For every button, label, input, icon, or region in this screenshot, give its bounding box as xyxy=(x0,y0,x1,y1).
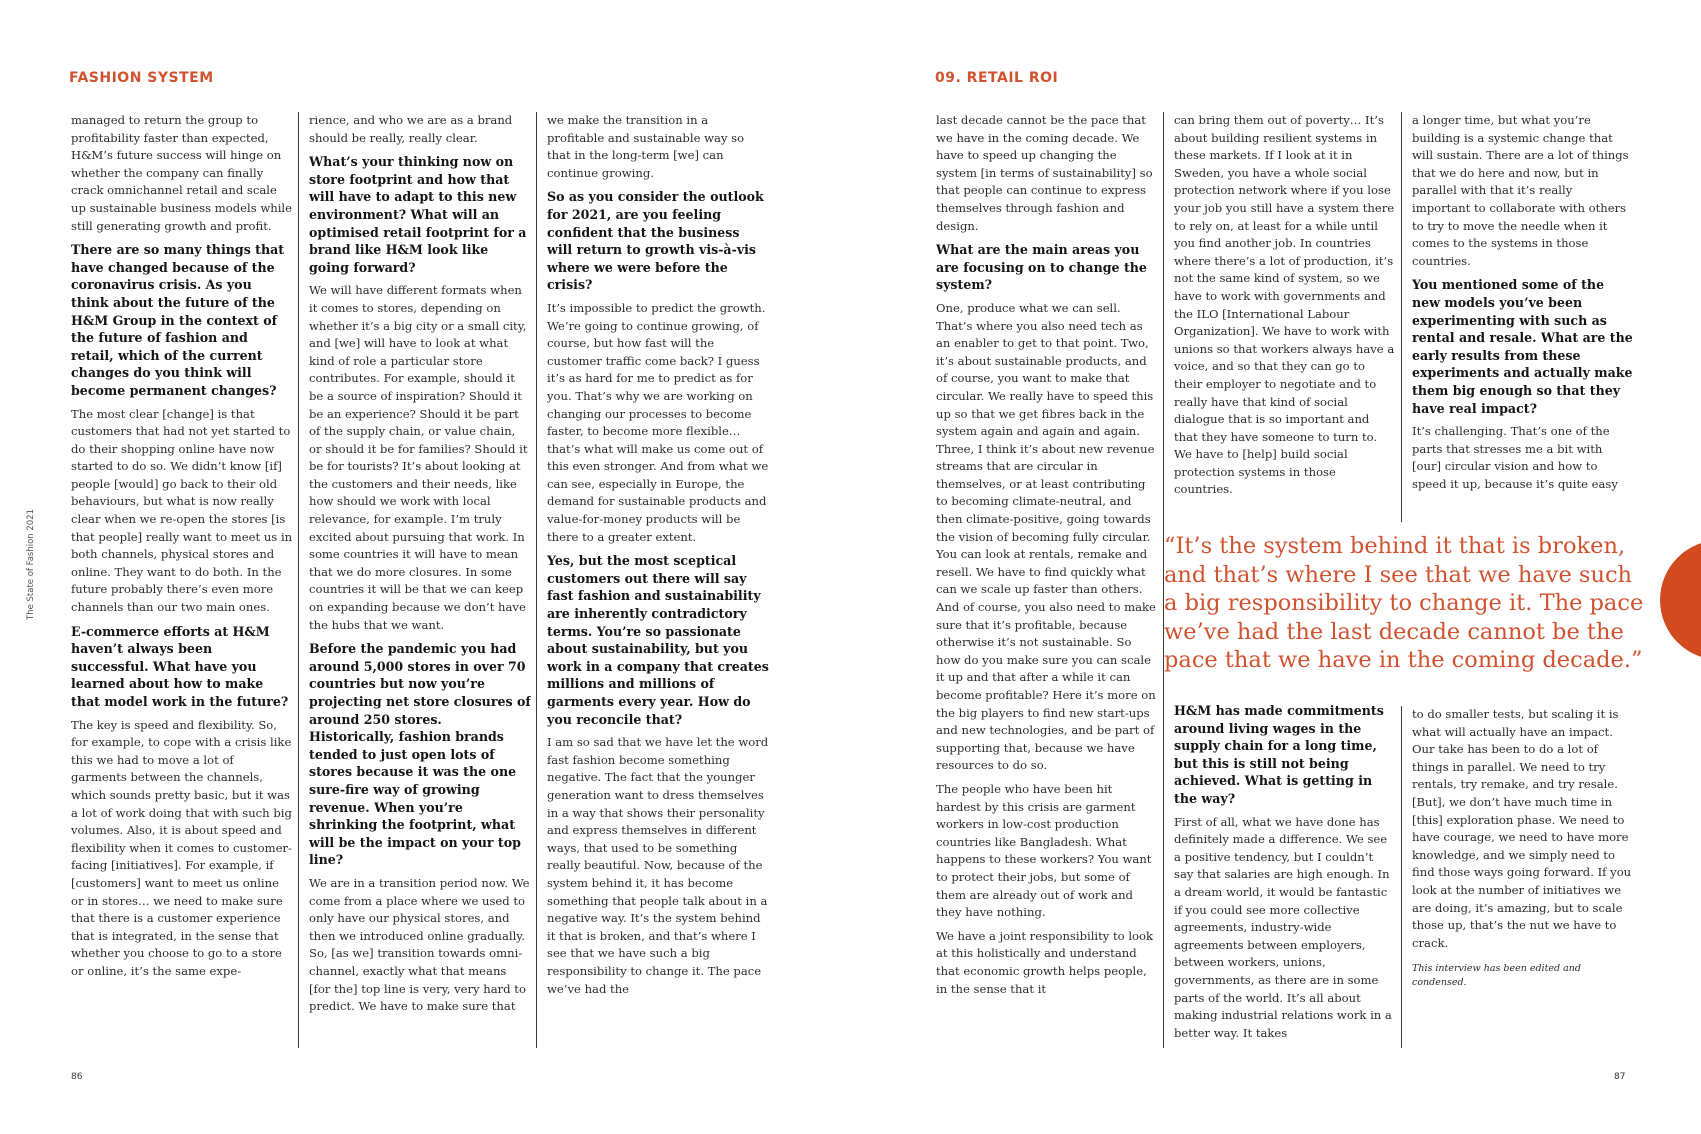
column-divider xyxy=(536,112,537,1048)
column-divider xyxy=(298,112,299,1048)
interview-answer: a longer time, but what you’re building is a systemic change that will sustain. There are a lot of things that we do here and now, but in parallel with that it’s really important to collaborate with others to try to move the needle when it comes to the systems in those countries. xyxy=(1412,113,1629,268)
interview-answer: The key is speed and flexibility. So, for example, to cope with a crisis like this we had to move a lot of garments between the channels, which sounds pretty basic, but it was a lot of work doing that with such big volumes. Also, it is about speed and flexibility when it comes to customer-facing [initiatives]. For example, if [customers] want to meet us online or in stores… we need to make sure that there is a customer experience that is integrated, in the sense that whether you choose to go to a store or online, it’s the same expe- xyxy=(71,717,292,978)
interview-answer: It’s challenging. That’s one of the parts that stresses me a bit with [our] circular vision and how to speed it up, because it’s quite easy xyxy=(1412,424,1618,491)
interview-answer: I am so sad that we have let the word fast fashion become something negative. The fact that the younger generation want to dress themselves in a way that shows their personality and express themselves in different ways, that used to be something really beautiful. Now, because of the system behind it, it has become something that people talk about in a negative way. It’s the system behind it that is broken, and that’s where I see that we have such a big responsibility to change it. The pace we’ve had the xyxy=(547,735,769,996)
interview-answer: It’s impossible to predict the growth. We’re going to continue growing, of course, but how fast will the customer traffic come back? I guess it’s as hard for me to predict as for you. That’s why we are working on changing our processes to become faster, to become more flexible… that’s what will make us come out of this even stronger. And from what we can see, especially in Europe, the demand for sustainable products and value-for-money products will be there to a greater extent. xyxy=(547,300,769,544)
right-page-header: 09. RETAIL ROI xyxy=(935,70,1059,86)
pull-quote: “It’s the system behind it that is broken, and that’s where I see that we have such a big responsibility to change it. The pace we’ve had the last decade cannot be the pace that we have in the coming decade.” xyxy=(1164,533,1644,674)
interview-answer: to do smaller tests, but scaling it is what will actually have an impact. Our take has been to do a lot of things in parallel. We need to try rentals, try remake, and try resale. [But], we don’t have much time in [this] exploration phase. We need to have courage, we need to have more knowledge, and we simply need to find those ways going forward. If you look at the number of initiatives we are doing, it’s amazing, but to scale those up, that’s the nut we have to crack. xyxy=(1412,707,1632,950)
interview-question: What are the main areas you are focusing on to change the system? xyxy=(936,242,1147,293)
interview-question: E-commerce efforts at H&M haven’t always been successful. What have you learned about how to make that model work in the future? xyxy=(71,623,289,709)
interview-answer: The people who have been hit hardest by this crisis are garment workers in low-cost production countries like Bangladesh. What happens to these workers? You want to protect their jobs, but some of them are already out of work and they have nothing. xyxy=(936,781,1152,920)
interview-answer: First of all, what we have done has definitely made a difference. We see a positive tendency, but I couldn’t say that salaries are high enough. In a dream world, it would be fantastic if you could see more collective agreements, industry-wide agreements between employers, between workers, unions, governments, as there are in some parts of the world. It’s all about making industrial relations work in a better way. It takes xyxy=(1174,814,1392,1040)
interview-question: There are so many things that have changed because of the coronavirus crisis. As you think about the future of the H&M Group in the context of the future of fashion and retail, which of the current changes do you think will become permanent changes? xyxy=(71,242,285,398)
interview-question: H&M has made commitments around living wages in the supply chain for a long time, but this is still not being achieved. What is getting in the way? xyxy=(1174,703,1384,806)
interview-answer: we make the transition in a profitable and sustainable way so that in the long-term [we] can continue growing. xyxy=(547,113,745,180)
article-column-1 xyxy=(71,112,293,1042)
publication-side-label: The State of Fashion 2021 xyxy=(26,508,36,620)
interview-question: You mentioned some of the new models you’ve been experimenting with such as rental and resale. What are the early results from these experiments and actually make them big enough so that they have real impact? xyxy=(1412,277,1633,416)
interview-answer: We are in a transition period now. We come from a place where we used to only have our physical stores, and then we introduced online gradually. So, [as we] transition towards omni-channel, exactly what that means [for the] top line is very, very hard to predict. We have to make sure that xyxy=(309,875,530,1014)
interview-answer: can bring them out of poverty… It’s about building resilient systems in these markets. If I look at it in Sweden, you have a whole social protection network where if you lose your job you still have a system there to rely on, at least for a while until you find another job. In countries where there’s a lot of production, it’s not the same kind of system, so we have to work with governments and the ILO [International Labour Organization]. We have to work with unions so that workers always have a voice, and so that they can go to their employer to negotiate and to really have that kind of social dialogue that is so important and that they have someone to turn to. We have to [help] build social protection systems in those countries. xyxy=(1174,113,1395,497)
left-page-header: FASHION SYSTEM xyxy=(69,70,214,86)
interview-question: Yes, but the most sceptical customers out there will say fast fashion and sustainability are inherently contradictory terms. You’re so passionate about sustainability, but you work in a company that creates millions and millions of garments every year. How do you reconcile that? xyxy=(547,553,769,727)
interview-question: So as you consider the outlook for 2021, are you feeling confident that the business will return to growth vis-à-vis where we were before the crisis? xyxy=(547,189,764,293)
column-divider xyxy=(1401,112,1402,522)
page-number-left: 86 xyxy=(71,1072,83,1082)
interview-question: What’s your thinking now on store footprint and how that will have to adapt to this new environment? What will an optimised retail footprint for a brand like H&M look like going forward? xyxy=(309,154,527,275)
interview-question: Before the pandemic you had around 5,000 stores in over 70 countries but now you’re projecting net store closures of around 250 stores. Historically, fashion brands tended to just open lots of stores because it was the one sure-fire way of growing revenue. When you’re shrinking the footprint, what will be the impact on your top line? xyxy=(309,641,531,868)
interview-answer: managed to return the group to profitability faster than expected, H&M’s future success will hinge on whether the company can finally crack omnichannel retail and scale up sustainable business models while still generating growth and profit. xyxy=(71,113,293,233)
article-column-6-top xyxy=(1412,112,1634,520)
article-column-5-top xyxy=(1174,112,1396,520)
article-column-6-bottom xyxy=(1412,706,1634,996)
column-divider xyxy=(1401,706,1402,1048)
interview-answer: last decade cannot be the pace that we have in the coming decade. We have to speed up changing the system [in terms of sustainability] so that people can continue to express themselves through fashion and design. xyxy=(936,113,1153,233)
interview-answer: rience, and who we are as a brand should be really, really clear. xyxy=(309,113,513,145)
article-column-3 xyxy=(547,112,769,1048)
article-column-4 xyxy=(936,112,1158,1034)
article-column-5-bottom xyxy=(1174,700,1396,1040)
decorative-orange-circle xyxy=(1660,540,1701,660)
interview-answer: We will have different formats when it comes to stores, depending on whether it’s a big city or a small city, and [we] will have to look at what kind of role a particular store contributes. For example, should it be a source of inspiration? Should it be an experience? Should it be part of the supply chain, or value chain, or should it be for families? Should it be for tourists? It’s about looking at the customers and their needs, like how should we work with local relevance, for example. I’m truly excited about pursuing that work. In some countries it will have to mean that we do more closures. In some countries it will be that we can keep on expanding because we don’t have the hubs that we want. xyxy=(309,283,528,632)
interview-answer: We have a joint responsibility to look at this holistically and understand that economic growth helps people, in the sense that it xyxy=(936,928,1154,996)
interview-answer: One, produce what we can sell. That’s where you also need tech as an enabler to get to that point. Two, it’s about sustainable products, and of course, you want to make that circular. We really have to speed this up so that we get fibres back in the system again and again and again. Three, I think it’s about new revenue streams that are circular in themselves, or at least contributing to becoming climate-neutral, and then climate-positive, going towards the vision of becoming fully circular. You can look at rentals, remake and resell. We have to find quickly what can we scale up faster than others. And of course, you also need to make sure that it’s profitable, because otherwise it’s not sustainable. So how do you make sure you can scale it up and that after a while it can become profitable? Here it’s more on the big players to find new start-ups and new technologies, and be part of supporting that, because we have resources to do so. xyxy=(936,300,1156,773)
editorial-note: This interview has been edited and condensed. xyxy=(1412,963,1581,989)
article-column-2 xyxy=(309,112,531,1048)
page-number-right: 87 xyxy=(1614,1072,1626,1082)
interview-answer: The most clear [change] is that customers that had not yet started to do their shopping online have now started to do so. We didn’t know [if] people [would] go back to their old behaviours, but what is now really clear when we re-open the stores [is that people] really want to meet us in both channels, physical stores and online. They want to do both. In the future probably there’s even more channels than our two main ones. xyxy=(71,406,293,615)
